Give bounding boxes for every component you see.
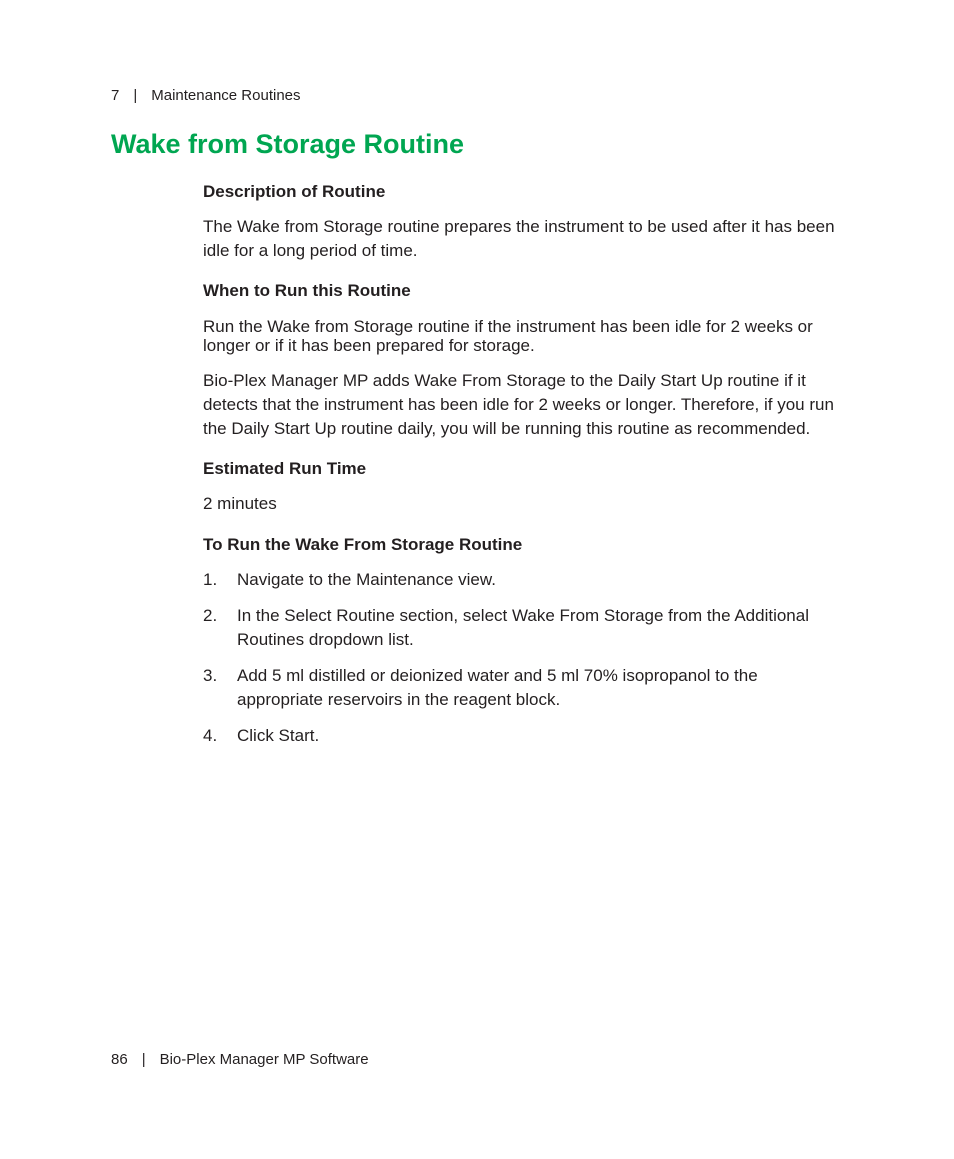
run-time-text: 2 minutes bbox=[203, 494, 277, 513]
when-to-run-paragraph: Run the Wake from Storage routine if the instrument has been idle for 2 weeks or longer or if it has been prepared for storage. bbox=[203, 317, 813, 355]
description-text: The Wake from Storage routine prepares the instrument to be used after it has been idle for a long period of time. bbox=[203, 217, 835, 260]
step-text: Add 5 ml distilled or deionized water and 5 ml 70% isopropanol to the appropriate reservoirs in the reagent block. bbox=[237, 666, 758, 709]
procedure-step bbox=[203, 724, 843, 748]
step-text: In the Select Routine section, select Wake From Storage from the Additional Routines dropdown list. bbox=[237, 606, 809, 649]
step-number: 3. bbox=[203, 666, 218, 685]
when-to-run-paragraph: Bio-Plex Manager MP adds Wake From Storage to the Daily Start Up routine if it detects that the instrument has been idle for 2 weeks or longer. Therefore, if you run the Daily Start Up routine daily, you will be running this routine as recommended. bbox=[203, 371, 834, 438]
header-separator: | bbox=[133, 87, 138, 104]
step-number: 4. bbox=[203, 726, 218, 745]
running-footer bbox=[111, 1050, 369, 1070]
description-heading: Description of Routine bbox=[203, 182, 386, 201]
procedure-step bbox=[203, 604, 843, 652]
step-number: 1. bbox=[203, 570, 218, 589]
running-header bbox=[111, 86, 301, 106]
procedure-step bbox=[203, 664, 843, 712]
step-text: Navigate to the Maintenance view. bbox=[237, 570, 496, 589]
run-time-heading: Estimated Run Time bbox=[203, 459, 367, 478]
chapter-title: Maintenance Routines bbox=[151, 87, 301, 104]
footer-separator: | bbox=[141, 1051, 146, 1068]
page-title: Wake from Storage Routine bbox=[111, 129, 465, 159]
procedure-steps bbox=[203, 568, 843, 748]
chapter-number: 7 bbox=[111, 87, 120, 104]
procedure-step bbox=[203, 568, 843, 592]
procedure-heading: To Run the Wake From Storage Routine bbox=[203, 535, 523, 554]
when-to-run-heading: When to Run this Routine bbox=[203, 281, 411, 300]
document-body bbox=[203, 180, 843, 748]
product-name: Bio-Plex Manager MP Software bbox=[159, 1051, 369, 1068]
page-number: 86 bbox=[111, 1051, 128, 1068]
step-text: Click Start. bbox=[237, 726, 320, 745]
step-number: 2. bbox=[203, 606, 218, 625]
